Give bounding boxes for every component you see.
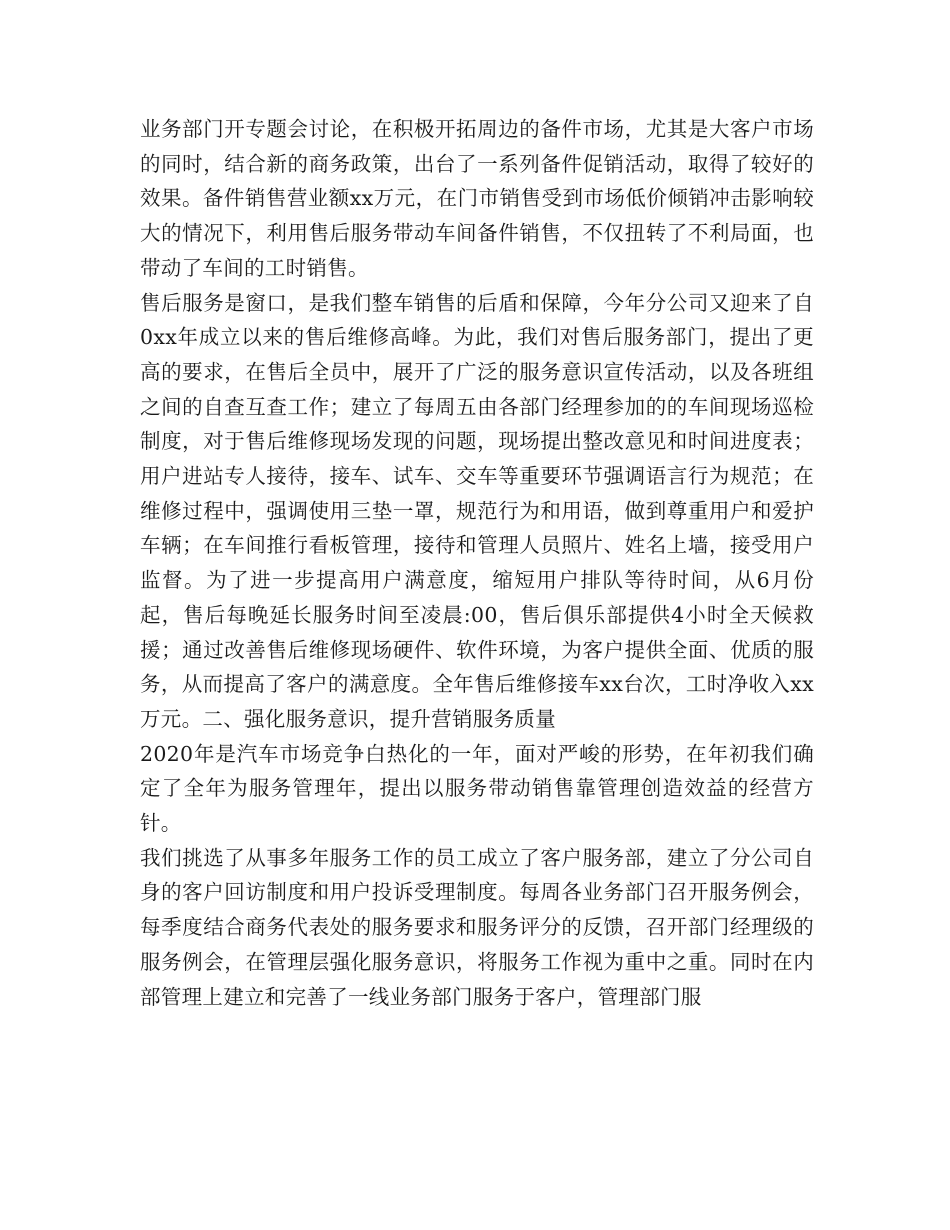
document-body xyxy=(140,112,814,1014)
paragraph-4: 我们挑选了从事多年服务工作的员工成立了客户服务部，建立了分公司自身的客户回访制度和用户投诉受理制度。每周各业务部门召开服务例会，每季度结合商务代表处的服务要求和服务评分的反馈，召开部门经理级的服务例会，在管理层强化服务意识，将服务工作视为重中之重。同时在内部管理上建立和完善了一线业务部门服务于客户，管理部门服 xyxy=(140,845,814,1009)
paragraph-1: 业务部门开专题会讨论，在积极开拓周边的备件市场，尤其是大客户市场的同时，结合新的商务政策，出台了一系列备件促销活动，取得了较好的效果。备件销售营业额xx万元，在门市销售受到市场低价倾销冲击影响较大的情况下，利用售后服务带动车间备件销售，不仅扭转了不利局面，也带动了车间的工时销售。 xyxy=(140,117,814,280)
paragraph-2: 售后服务是窗口，是我们整车销售的后盾和保障，今年分公司又迎来了自0xx年成立以来的售后维修高峰。为此，我们对售后服务部门，提出了更高的要求，在售后全员中，展开了广泛的服务意识宣传活动，以及各班组之间的自查互查工作；建立了每周五由各部门经理参加的的车间现场巡检制度，对于售后维修现场发现的问题，现场提出整改意见和时间进度表；用户进站专人接待，接车、试车、交车等重要环节强调语言行为规范；在维修过程中，强调使用三垫一罩，规范行为和用语，做到尊重用户和爱护车辆；在车间推行看板管理，接待和管理人员照片、姓名上墙，接受用户监督。为了进一步提高用户满意度，缩短用户排队等待时间，从6月份起，售后每晚延长服务时间至凌晨:00，售后俱乐部提供4小时全天候救援；通过改善售后维修现场硬件、软件环境，为客户提供全面、优质的服务，从而提高了客户的满意度。全年售后维修接车xx台次，工时净收入xx万元。二、强化服务意识，提升营销服务质量 xyxy=(140,290,814,731)
paragraph-3: 2020年是汽车市场竞争白热化的一年，面对严峻的形势，在年初我们确定了全年为服务管理年，提出以服务带动销售靠管理创造效益的经营方针。 xyxy=(140,741,814,836)
